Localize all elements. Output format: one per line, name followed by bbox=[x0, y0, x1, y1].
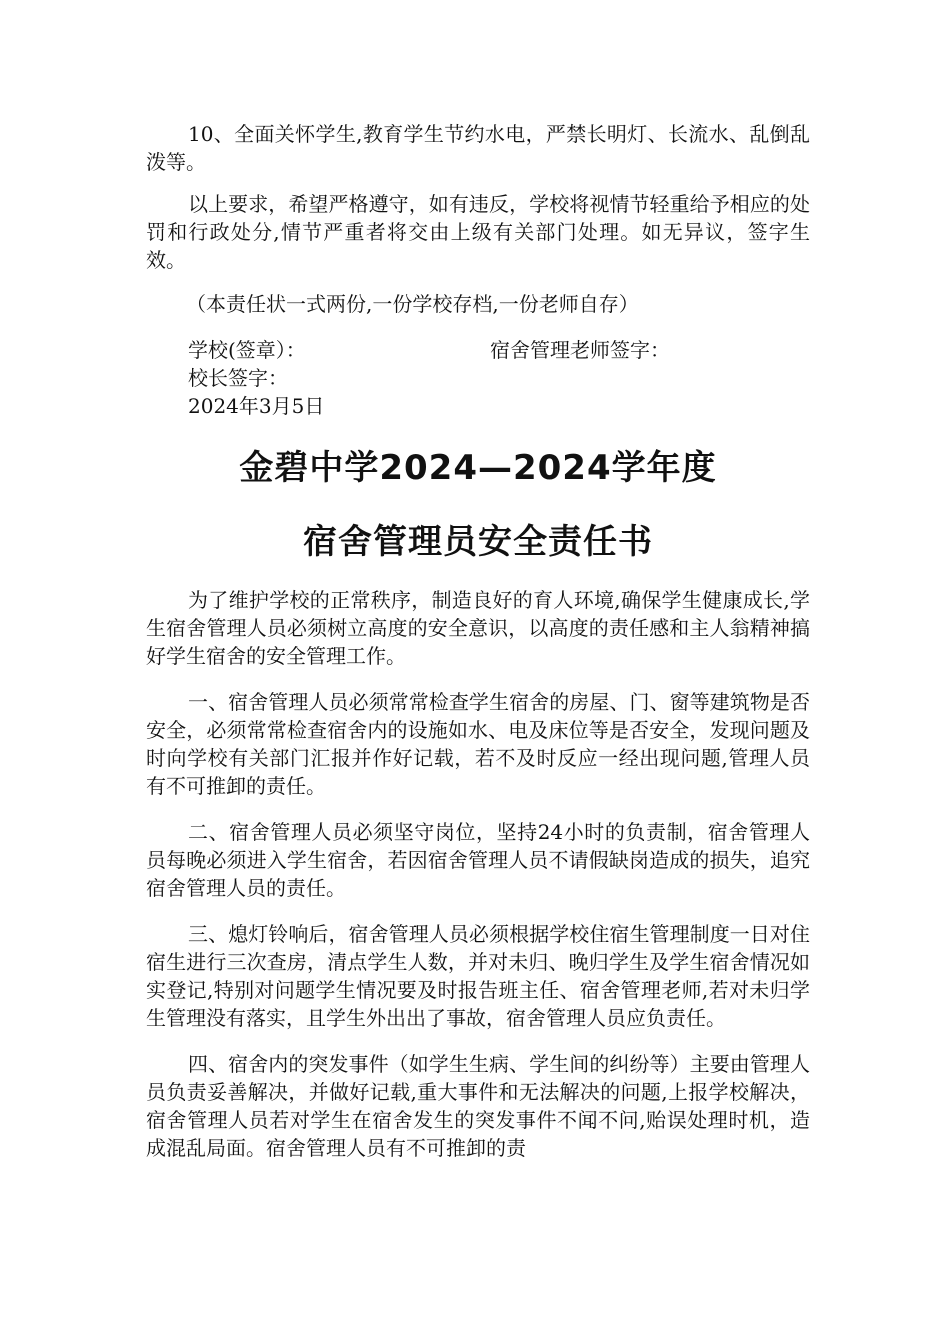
document-title: 金碧中学2024—2024学年度 bbox=[239, 448, 717, 488]
document-subtitle: 宿舍管理员安全责任书 bbox=[303, 522, 653, 562]
intro-paragraph: 为了维护学校的正常秩序，制造良好的育人环境,确保学生健康成长,学生宿舍管理人员必须树立高度的安全意识，以高度的责任感和主人翁精神搞好学生宿舍的安全管理工作。 bbox=[146, 588, 810, 668]
rule-item-10: 10、全面关怀学生,教育学生节约水电，严禁长明灯、长流水、乱倒乱泼等。 bbox=[146, 122, 810, 174]
document-date: 2024年3月5日 bbox=[188, 394, 325, 418]
document-page bbox=[146, 120, 810, 1162]
principal-signature-label: 校长签字： bbox=[188, 366, 288, 390]
clause-3: 三、熄灯铃响后，宿舍管理人员必须根据学校住宿生管理制度一日对住宿生进行三次查房，清点学生人数，并对未归、晚归学生及学生宿舍情况如实登记,特别对问题学生情况要及时报告班主任、宿舍管理老师,若对未归学生管理没有落实，且学生外出出了事故，宿舍管理人员应负责任。 bbox=[146, 922, 810, 1030]
clause-1: 一、宿舍管理人员必须常常检查学生宿舍的房屋、门、窗等建筑物是否安全，必须常常检查宿舍内的设施如水、电及床位等是否安全，发现问题及时向学校有关部门汇报并作好记载，若不及时反应一经出现问题,管理人员有不可推卸的责任。 bbox=[146, 690, 810, 798]
signature-row bbox=[146, 336, 810, 364]
copies-note: （本责任状一式两份,一份学校存档,一份老师自存） bbox=[186, 292, 639, 316]
clause-2: 二、宿舍管理人员必须坚守岗位，坚持24小时的负责制，宿舍管理人员每晚必须进入学生宿舍，若因宿舍管理人员不请假缺岗造成的损失，追究宿舍管理人员的责任。 bbox=[146, 820, 810, 900]
closing-paragraph: 以上要求，希望严格遵守，如有违反，学校将视情节轻重给予相应的处罚和行政处分,情节严重者将交由上级有关部门处理。如无异议，签字生效。 bbox=[146, 192, 810, 272]
school-seal-label: 学校(签章）： bbox=[188, 338, 306, 362]
clause-4: 四、宿舍内的突发事件（如学生生病、学生间的纠纷等）主要由管理人员负责妥善解决，并做好记载,重大事件和无法解决的问题,上报学校解决，宿舍管理人员若对学生在宿舍发生的突发事件不闻不问,贻误处理时机，造成混乱局面。宿舍管理人员有不可推卸的责 bbox=[146, 1052, 810, 1160]
teacher-signature-label: 宿舍管理老师签字： bbox=[490, 338, 670, 362]
